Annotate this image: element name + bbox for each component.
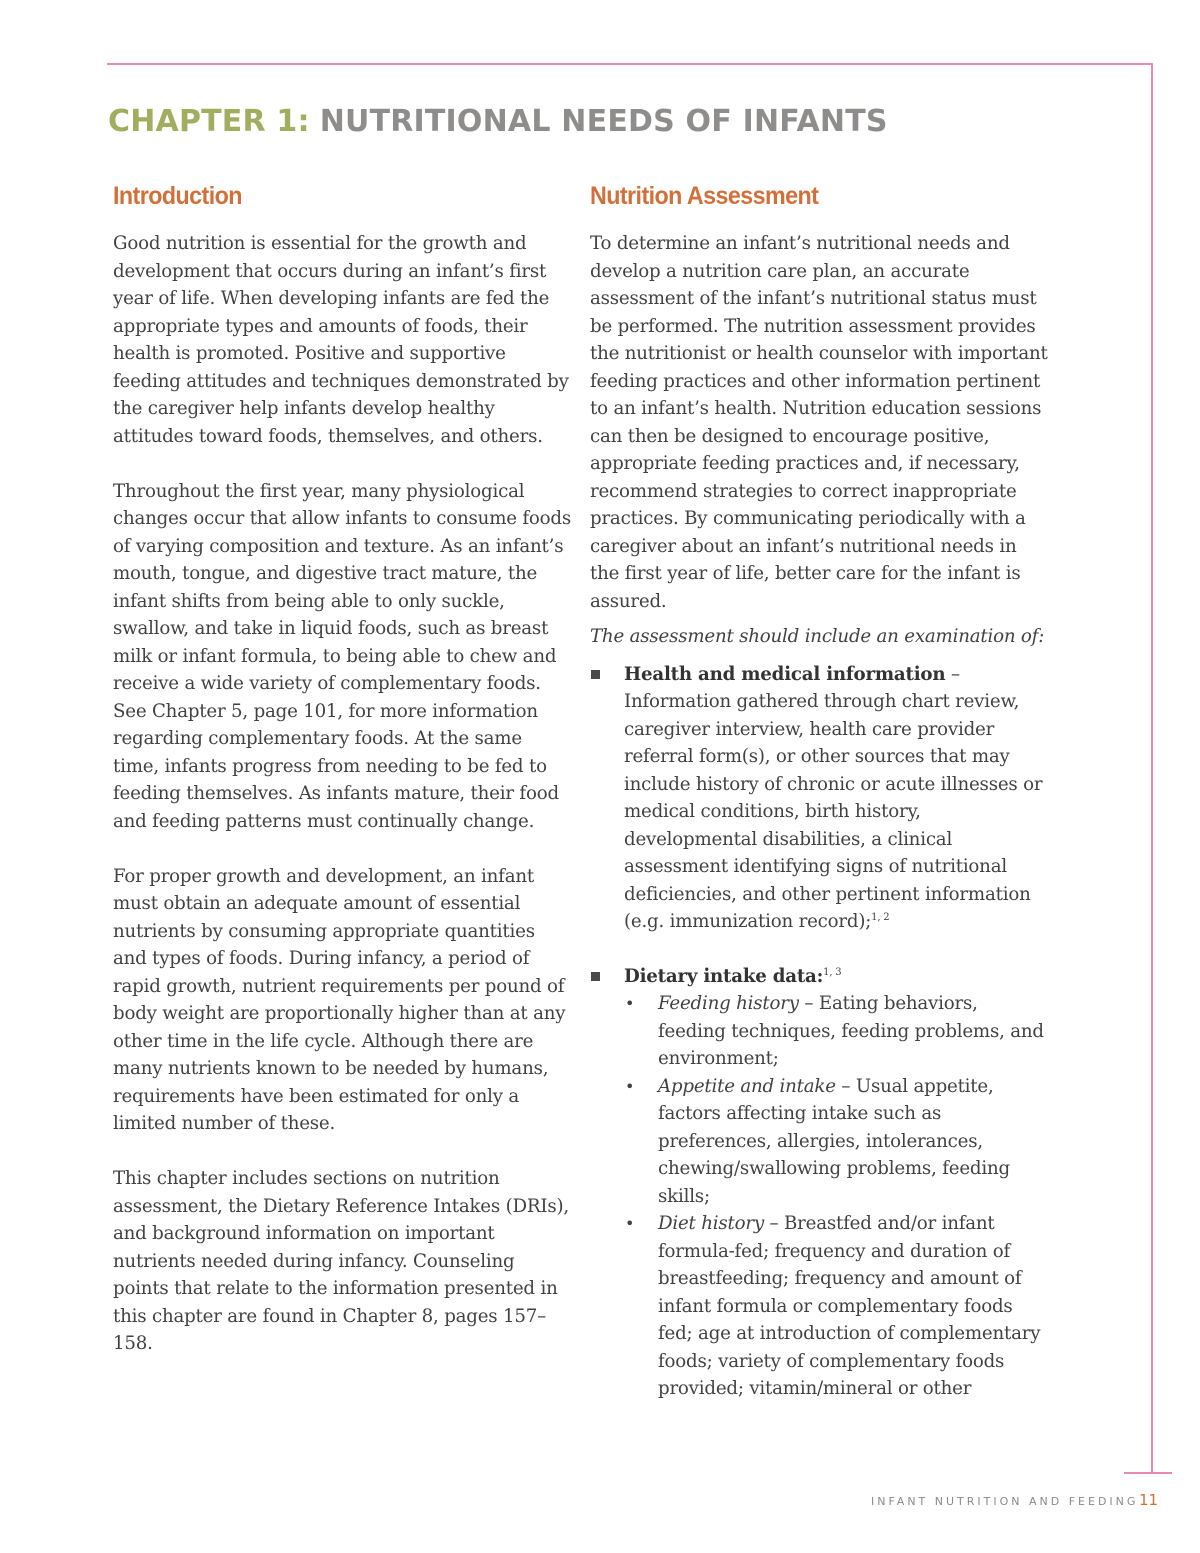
bullet-icon: • <box>625 1214 635 1233</box>
right-column <box>590 182 1050 1430</box>
assessment-paragraph: To determine an infant’s nutritional needs and develop a nutrition care plan, an accurate assessment of the infant’s nutritional status must be performed. The nutrition assessment provides the nutritionist or health counselor with important feeding practices and other information pertinent to an infant’s health. Nutrition education sessions can then be designed to encourage positive, appropriate feeding practices and, if necessary, recommend strategies to correct inappropriate practices. By communicating periodically with a caregiver about an infant’s nutritional needs in the first year of life, better care for the infant is assured. <box>590 233 1048 612</box>
chapter-title <box>108 104 888 139</box>
bullet-icon: • <box>625 994 635 1013</box>
chapter-subtitle: NUTRITIONAL NEEDS OF INFANTS <box>319 104 888 139</box>
assessment-heading: Nutrition Assessment <box>590 182 819 210</box>
bullet-icon: • <box>625 1076 635 1096</box>
right-rule <box>1151 63 1153 1474</box>
list-item <box>590 661 1050 936</box>
sub-text: – Eating behaviors, feeding techniques, feeding problems, and environment; <box>658 993 1044 1069</box>
sub-list-item <box>624 1073 1050 1211</box>
sub-term: Diet history <box>658 1213 764 1234</box>
square-bullet-icon <box>591 670 600 679</box>
item-title: Health and medical information <box>624 663 946 685</box>
square-bullet-icon <box>591 972 600 981</box>
sub-list-item <box>624 990 1050 1073</box>
bottom-tick-rule <box>1124 1472 1172 1474</box>
intro-paragraph-1: Good nutrition is essential for the growth and development that occurs during an infant’s first year of life. When developing infants are fed the appropriate types and amounts of foods, their health is promoted. Positive and supportive feeding attitudes and techniques demonstrated by the caregiver help infants develop healthy attitudes toward foods, themselves, and others. <box>113 233 569 447</box>
footer-title: INFANT NUTRITION AND FEEDING <box>871 1495 1139 1508</box>
left-column <box>113 182 573 1385</box>
item-dash: – <box>945 663 960 685</box>
top-rule <box>107 63 1153 65</box>
item-text: Information gathered through chart review, caregiver interview, health care provider referral form(s), or other sources that may include history of chronic or acute illnesses or medical conditions, birth history, developmental disabilities, a clinical assessment identifying signs of nutritional deficiencies, and other pertinent information (e.g. immunization record); <box>624 691 1043 932</box>
sub-text: – Breastfed and/or infant formula-fed; frequency and duration of breastfeeding; frequency and amount of infant formula or complementary foods fed; age at introduction of complementary foods; variety of complementary foods provided; vitamin/mineral or other <box>658 1213 1041 1399</box>
page-number: 11 <box>1139 1491 1159 1509</box>
sub-list-item <box>624 1210 1050 1403</box>
item-title: Dietary intake data: <box>624 965 824 987</box>
assessment-lead: The assessment should include an examination of: <box>590 626 1045 647</box>
item-refs: 1, 3 <box>823 966 842 978</box>
sub-list <box>624 990 1050 1403</box>
assessment-list <box>590 661 1050 1403</box>
chapter-label: CHAPTER 1: <box>108 104 310 139</box>
sub-term: Appetite and intake <box>658 1075 836 1097</box>
item-refs: 1, 2 <box>871 911 890 923</box>
sub-term: Feeding history <box>658 993 799 1014</box>
sub-text: – Usual appetite, factors affecting intake such as preferences, allergies, intolerances, chewing/swallowing problems, feeding skills; <box>658 1075 1010 1207</box>
intro-paragraph-3: For proper growth and development, an infant must obtain an adequate amount of essential nutrients by consuming appropriate quantities and types of foods. During infancy, a period of rapid growth, nutrient requirements per pound of body weight are proportionally higher than at any other time in the life cycle. Although there are many nutrients known to be needed by humans, requirements have been estimated for only a limited number of these. <box>113 865 566 1134</box>
intro-paragraph-2: Throughout the first year, many physiological changes occur that allow infants to consume foods of varying composition and texture. As an infant’s mouth, tongue, and digestive tract mature, the infant shifts from being able to only suckle, swallow, and take in liquid foods, such as breast milk or infant formula, to being able to chew and receive a wide variety of complementary foods. See Chapter 5, page 101, for more information regarding complementary foods. At the same time, infants progress from needing to be fed to feeding themselves. As infants mature, their food and feeding patterns must continually change. <box>113 480 571 832</box>
list-item <box>590 963 1050 1403</box>
intro-paragraph-4: This chapter includes sections on nutrition assessment, the Dietary Reference Intakes (DRIs), and background information on important nutrients needed during infancy. Counseling points that relate to the information presented in this chapter are found in Chapter 8, pages 157–158. <box>113 1168 569 1354</box>
introduction-heading: Introduction <box>113 182 242 210</box>
